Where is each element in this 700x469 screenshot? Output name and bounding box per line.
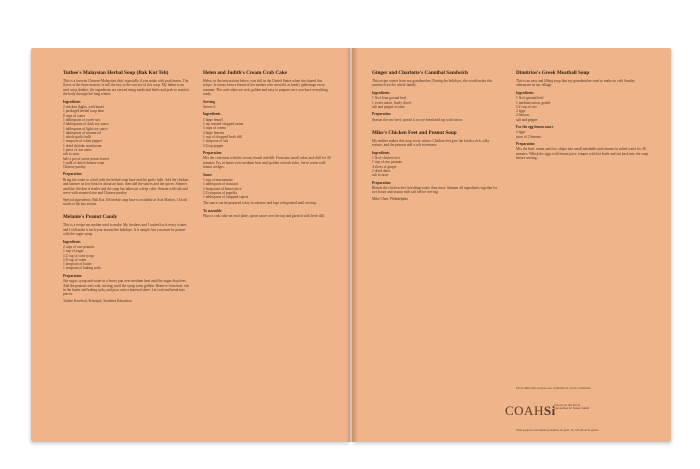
ingredients-list	[372, 96, 498, 109]
funding-note: This project was made possible, in part, by a Folk Arts grant.	[516, 428, 599, 432]
list-item: 1 whole garlic bulb	[63, 135, 91, 140]
list-item: salt to taste	[372, 173, 389, 178]
list-item: 1/2 teaspoon of paprika	[203, 190, 237, 195]
list-item: 1 lb of lean ground beef	[372, 96, 407, 101]
recipe-title: Tuthee's Malaysian Herbal Soup (Bak Kut Teh)	[63, 70, 169, 76]
list-item: 1 tsp roasted chopped onion	[203, 122, 244, 127]
left-column-2	[203, 70, 331, 221]
list-item: 1 tablespoon of sweet soy	[63, 117, 101, 122]
ingredients-heading: Ingredients	[516, 90, 534, 95]
special-ingredients-note: Special ingredients: Bak Kut Teh herbal soup base is available at Asia Market, 1 block south of the bus station.	[63, 197, 188, 206]
recipe-intro: This recipe comes from my grandmother. During the holidays, she would make this sandwich for the whole family.	[372, 79, 493, 88]
list-item: salt to taste	[63, 152, 80, 157]
list-item: 1 lb of chicken feet	[372, 156, 400, 161]
preparation-heading: Preparation	[63, 273, 82, 278]
preparation-text: Blanch the chicken feet in boiling water, then rinse. Simmer all ingredients together for two hours and season with salt before serving.	[372, 186, 498, 195]
list-item: 2 large lemons	[203, 130, 225, 135]
website-note: More delicious recipes are available at www.coahsi.net	[516, 386, 591, 390]
logo-wordmark: COAHSi	[505, 403, 556, 418]
recipe-title: Dimitrios's Greek Meatball Soup	[516, 70, 590, 76]
list-item: 1 cup of mayonnaise	[203, 177, 233, 182]
preparation-text: Bring the water to a boil with the herbal soup base and the garlic bulb. Add the chicken and simmer on low heat for about an hour, then add the sauces and the spices. Simmer until the chicken is tender and the soup has taken on a deep color. Season with salt and serve with steamed rice and Chinese parsley.	[63, 177, 189, 196]
list-item: 2 chicken thighs, with bones	[63, 105, 105, 110]
assemble-text: Place a crab cake on each plate, spoon sauce over the top and garnish with fresh dill.	[203, 214, 325, 219]
list-item: 1 packaged herbal soup base	[63, 109, 105, 114]
list-item: half a pot of sweet potato leaves	[63, 156, 110, 161]
serving-text: Serves 6	[203, 105, 216, 110]
recipe-title: Mike's Chicken Feet and Peanut Soup	[372, 129, 457, 136]
list-item: salt and pepper to taste	[372, 104, 405, 109]
list-item: 2 eggs	[516, 109, 526, 114]
list-item: 2 dried dates	[372, 169, 391, 174]
ingredients-heading: Ingredients	[63, 99, 81, 104]
recipe-title: Melanie's Peanut Candy	[63, 214, 118, 221]
list-item: 1 sweet onion, finely diced	[372, 100, 411, 105]
preparation-heading: Preparation	[203, 150, 222, 155]
ingredients-heading: Ingredients	[372, 90, 390, 95]
list-item: 1 cup of raw peanuts	[372, 160, 402, 165]
recipe-title: Helen and Judith's Cream Crab Cake	[203, 70, 287, 76]
list-item: 1 tablespoon of chopped capers	[203, 195, 249, 200]
sauce-heading: For the egg-lemon sauce	[516, 125, 554, 129]
preparation-heading: Preparation	[63, 172, 82, 177]
ingredients-heading: Ingredients	[203, 112, 221, 117]
ingredients-list	[372, 156, 498, 177]
list-item: 1/2 cup of corn syrup	[63, 253, 94, 258]
preparation-text: Stir sugar, syrup and water in a heavy pan over medium heat until the sugar dissolves. Add the peanuts and cook, stirring, until the syrup turns golden. Remove from heat, stir in the butter and baking soda, and pour onto a buttered sheet. Let cool and break into pieces.	[63, 279, 189, 297]
preparation-text: Mix the beef, onion and rice, shape into small meatballs and simmer in salted water for 40 minutes. Whisk the eggs with lemon juice, temper with hot broth and stir back into the soup before serving.	[516, 147, 649, 161]
recipe-intro: Helen, in the instructions below, was still in the United States when she shared this recipe. It comes from a friend of her mother who served it at family gatherings every summer. The crab cakes are rich, golden and easy to prepare once you have everything ready.	[203, 79, 328, 97]
list-item: 1/4 tsp pepper	[203, 143, 224, 148]
assemble-heading: To assemble	[203, 208, 222, 213]
list-item: 1 teaspoon of butter	[63, 262, 92, 267]
list-item: 2 eggs	[516, 130, 526, 135]
list-item: 2 lemons	[516, 113, 530, 118]
list-item: 2 tablespoons of dark soy sauce	[63, 122, 109, 127]
page-gutter	[346, 48, 358, 442]
serving-heading: Serving	[203, 99, 215, 104]
list-item: salt and pepper	[516, 117, 538, 122]
contributor-credit: Mike Chen, Philadelphia	[372, 196, 408, 201]
sauce-heading: Sauce	[203, 172, 212, 177]
list-item: 1 lb of ground beef	[516, 96, 544, 101]
list-item: 1/2 cup of rice	[516, 104, 537, 109]
list-item: 1 tablespoon of mustard	[203, 182, 238, 187]
recipe-footnote: The sauce can be prepared a day in advance and kept refrigerated until serving.	[203, 201, 317, 206]
sauce-list	[516, 130, 650, 139]
coahsi-logo	[505, 402, 590, 420]
recipe-intro: This is an easy and filling soup that my grandmother used to make on cold Sunday afternoons in our village.	[516, 79, 635, 88]
magazine-spread	[31, 48, 671, 442]
recipe-title: Ginger and Charlotte's Cannibal Sandwich	[372, 70, 468, 76]
list-item: 8 cups of water	[63, 113, 86, 118]
logo-tagline: Council on the Arts & Humanities for Staten Island	[554, 403, 590, 411]
list-item: 2 cups of raw peanuts	[63, 244, 95, 249]
preparation-text: Season the raw beef, spread it on rye bread and top with onion.	[372, 117, 463, 122]
list-item: 1 teaspoon of baking soda	[63, 266, 101, 271]
recipe-intro: This is a favorite Chinese-Malaysian dish, especially if you make with pork bones. The flavor of the bone marrow is still the key to the success of this soup. My father is an avid soup drinker, the ingredients are stewed using medicinal herbs and pork to nourish the body through the long winter.	[63, 79, 189, 97]
sauce-list	[203, 178, 331, 199]
ingredients-heading: Ingredients	[63, 239, 81, 244]
ingredients-list	[63, 105, 189, 169]
list-item: 1 medium onion, grated	[516, 100, 551, 105]
list-item: 2 teaspoons of lemon juice	[203, 186, 242, 191]
preparation-heading: Preparation	[516, 142, 535, 146]
ingredients-list	[203, 118, 331, 148]
preparation-text: Mix the crab meat with the cream, fennel and dill. Form into small cakes and chill for 30 minutes. Fry in butter over medium heat until golden on both sides. Serve warm with lemon wedges.	[203, 156, 331, 170]
ingredients-list	[63, 245, 189, 271]
list-item: 1 tablespoon of light soy sauce	[63, 126, 108, 131]
right-column-1	[372, 70, 498, 203]
list-item: 1 teaspoon of salt	[203, 139, 229, 144]
list-item: 1 piece of star anise	[63, 148, 92, 152]
list-item: 1 cup of sugar	[63, 249, 84, 254]
list-item: 1 large fennel	[203, 117, 223, 122]
ingredients-list	[516, 96, 650, 122]
contributor-credit: Tuthee Keselrod, Principal, Southern Education	[63, 298, 132, 303]
right-column-2	[516, 70, 650, 163]
preparation-heading: Preparation	[372, 180, 391, 185]
list-item: 1 teaspoon of white pepper	[63, 139, 102, 144]
recipe-intro: This is a recipe my mother used to make. My brothers and I waited for it every winter, and I still make it each year around the holidays. It is simple, but you must be patient with the sugar syrup.	[63, 223, 188, 237]
right-page	[352, 48, 671, 442]
list-item: 1 cup of chopped fresh dill	[203, 135, 242, 140]
list-item: 1 stalk of dried chinese wine	[63, 160, 105, 165]
list-item: 3 cups of cream	[203, 126, 226, 131]
left-page	[31, 48, 350, 442]
recipe-intro: My mother makes this soup every winter. Chicken feet give the broth a rich, silky texture, and the peanuts add a soft sweetness.	[372, 138, 490, 148]
preparation-heading: Preparation	[372, 112, 391, 117]
list-item: juice of 2 lemons	[516, 134, 541, 139]
list-item: Chinese parsley	[63, 165, 86, 170]
list-item: 4 slices of ginger	[372, 164, 397, 169]
ingredients-heading: Ingredients	[372, 150, 390, 155]
list-item: 1 tablespoon of sesame oil	[63, 130, 102, 135]
left-column-1	[63, 70, 189, 305]
list-item: 1 dried shiitake mushroom	[63, 143, 102, 148]
list-item: 1/4 cup of water	[63, 257, 87, 262]
